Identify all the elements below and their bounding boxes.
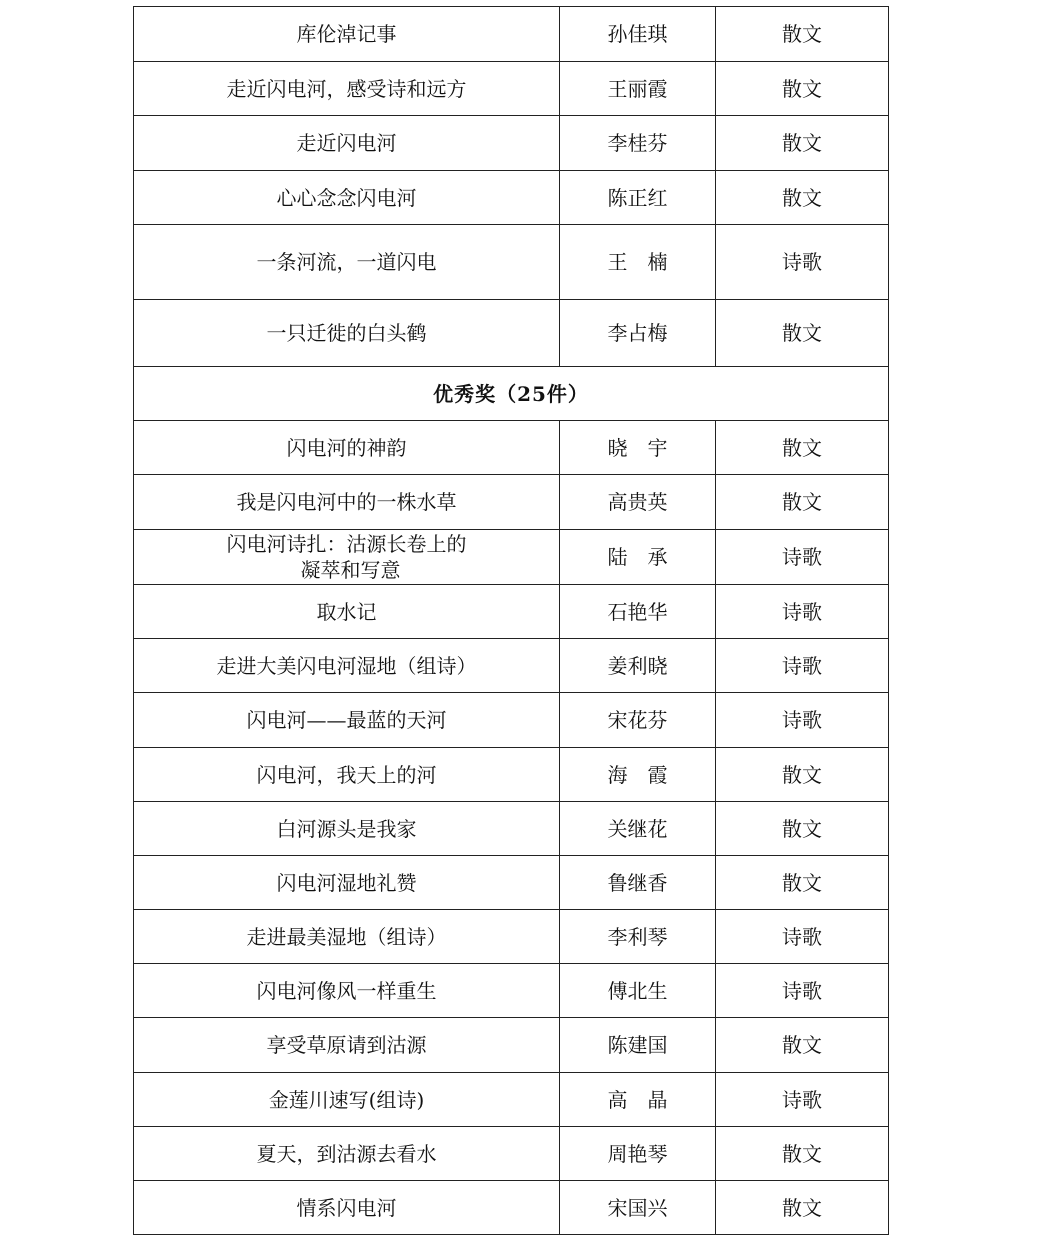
- genre-label: 散文: [716, 7, 889, 62]
- table-row: [134, 1073, 889, 1127]
- work-title: 白河源头是我家: [134, 802, 560, 856]
- section-heading: 优秀奖（25件）: [134, 367, 889, 421]
- work-title: 走进最美湿地（组诗）: [134, 910, 560, 964]
- genre-label: 诗歌: [716, 530, 889, 585]
- table-row: [134, 1018, 889, 1073]
- table-row: [134, 475, 889, 530]
- award-list-table: [133, 6, 889, 1235]
- genre-label: 诗歌: [716, 585, 889, 639]
- author-name: 石艳华: [560, 585, 716, 639]
- author-name: 高 晶: [560, 1073, 716, 1127]
- table-row: [134, 1181, 889, 1235]
- work-title: 走近闪电河，感受诗和远方: [134, 62, 560, 116]
- work-title: 夏天，到沽源去看水: [134, 1127, 560, 1181]
- author-name: 宋花芬: [560, 693, 716, 748]
- table-row: [134, 421, 889, 475]
- author-name: 傅北生: [560, 964, 716, 1018]
- author-name: 周艳琴: [560, 1127, 716, 1181]
- table-row: [134, 639, 889, 693]
- work-title: [134, 530, 560, 585]
- genre-label: 散文: [716, 300, 889, 367]
- table-row: [134, 1127, 889, 1181]
- work-title: 一只迁徙的白头鹤: [134, 300, 560, 367]
- author-name: 王丽霞: [560, 62, 716, 116]
- genre-label: 诗歌: [716, 910, 889, 964]
- genre-label: 诗歌: [716, 693, 889, 748]
- work-title: 金莲川速写(组诗): [134, 1073, 560, 1127]
- table-row: [134, 585, 889, 639]
- author-name: 鲁继香: [560, 856, 716, 910]
- genre-label: 散文: [716, 802, 889, 856]
- table-row: [134, 856, 889, 910]
- table-row: [134, 530, 889, 585]
- author-name: 李桂芬: [560, 116, 716, 171]
- author-name: 陈建国: [560, 1018, 716, 1073]
- author-name: 晓 宇: [560, 421, 716, 475]
- section-header-row: [134, 367, 889, 421]
- work-title: 闪电河像风一样重生: [134, 964, 560, 1018]
- genre-label: 诗歌: [716, 639, 889, 693]
- work-title-line: 闪电河诗扎：沽源长卷上的: [226, 532, 467, 556]
- author-name: 李占梅: [560, 300, 716, 367]
- work-title: 闪电河，我天上的河: [134, 748, 560, 802]
- author-name: 宋国兴: [560, 1181, 716, 1235]
- author-name: 姜利晓: [560, 639, 716, 693]
- work-title: 闪电河——最蓝的天河: [134, 693, 560, 748]
- author-name: 高贵英: [560, 475, 716, 530]
- author-name: 李利琴: [560, 910, 716, 964]
- genre-label: 散文: [716, 856, 889, 910]
- work-title: 情系闪电河: [134, 1181, 560, 1235]
- author-name: 陆 承: [560, 530, 716, 585]
- table-row: [134, 7, 889, 62]
- author-name: 孙佳琪: [560, 7, 716, 62]
- genre-label: 诗歌: [716, 964, 889, 1018]
- work-title: 享受草原请到沽源: [134, 1018, 560, 1073]
- table-row: [134, 802, 889, 856]
- work-title: 心心念念闪电河: [134, 171, 560, 225]
- work-title: 走进大美闪电河湿地（组诗）: [134, 639, 560, 693]
- genre-label: 散文: [716, 475, 889, 530]
- table-row: [134, 171, 889, 225]
- genre-label: 散文: [716, 116, 889, 171]
- work-title-text: [227, 531, 467, 583]
- work-title: 闪电河湿地礼赞: [134, 856, 560, 910]
- table-row: [134, 116, 889, 171]
- genre-label: 散文: [716, 171, 889, 225]
- work-title: 闪电河的神韵: [134, 421, 560, 475]
- author-name: 王 楠: [560, 225, 716, 300]
- genre-label: 诗歌: [716, 1073, 889, 1127]
- genre-label: 诗歌: [716, 225, 889, 300]
- work-title-line: 凝萃和写意: [300, 558, 401, 582]
- table-row: [134, 225, 889, 300]
- genre-label: 散文: [716, 1127, 889, 1181]
- table-row: [134, 693, 889, 748]
- table-row: [134, 910, 889, 964]
- work-title: 走近闪电河: [134, 116, 560, 171]
- genre-label: 散文: [716, 1018, 889, 1073]
- author-name: 陈正红: [560, 171, 716, 225]
- table-row: [134, 300, 889, 367]
- work-title: 取水记: [134, 585, 560, 639]
- genre-label: 散文: [716, 62, 889, 116]
- author-name: 海 霞: [560, 748, 716, 802]
- table-row: [134, 62, 889, 116]
- genre-label: 散文: [716, 748, 889, 802]
- work-title: 一条河流，一道闪电: [134, 225, 560, 300]
- table-row: [134, 964, 889, 1018]
- work-title: 我是闪电河中的一株水草: [134, 475, 560, 530]
- author-name: 关继花: [560, 802, 716, 856]
- genre-label: 散文: [716, 421, 889, 475]
- genre-label: 散文: [716, 1181, 889, 1235]
- table-row: [134, 748, 889, 802]
- work-title: 库伦淖记事: [134, 7, 560, 62]
